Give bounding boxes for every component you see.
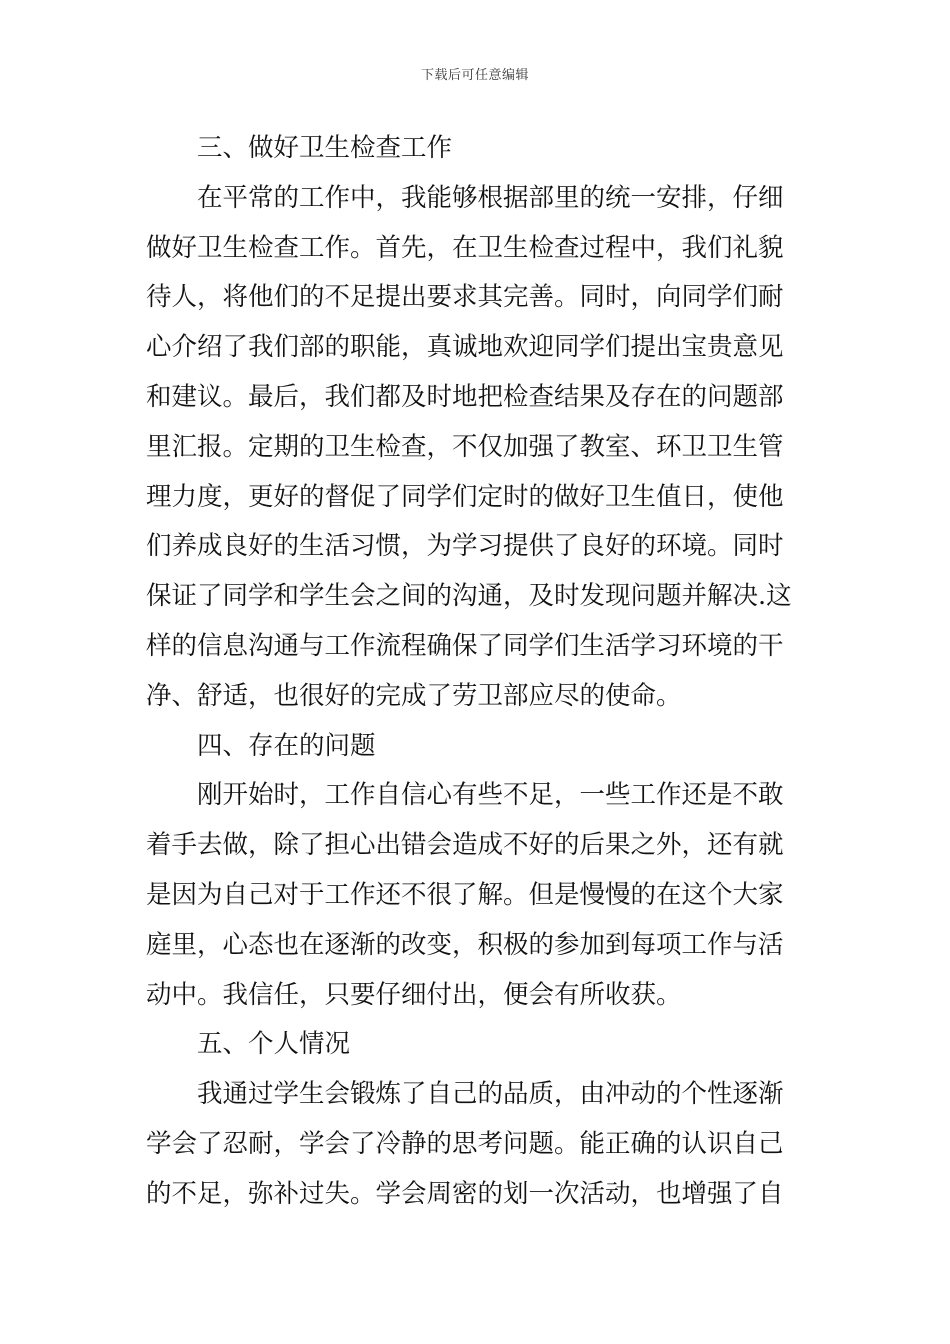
line: 理力度，更好的督促了同学们定时的做好卫生值日，使他 — [146, 481, 784, 512]
line: 是因为自己对于工作还不很了解。但是慢慢的在这个大家 — [146, 879, 784, 910]
line: 的不足，弥补过失。学会周密的划一次活动，也增强了自 — [146, 1178, 784, 1209]
line: 做好卫生检查工作。首先，在卫生检查过程中，我们礼貌 — [146, 232, 784, 263]
paragraph-first-line: 我通过学生会锻炼了自己的品质，由冲动的个性逐渐 — [197, 1079, 784, 1110]
section-heading: 五、个人情况 — [197, 1029, 351, 1060]
line: 里汇报。定期的卫生检查，不仅加强了教室、环卫卫生管 — [146, 431, 784, 462]
line: 待人，将他们的不足提出要求其完善。同时，向同学们耐 — [146, 282, 784, 313]
line: 保证了同学和学生会之间的沟通，及时发现问题并解决.这 — [146, 581, 792, 612]
line: 心介绍了我们部的职能，真诚地欢迎同学们提出宝贵意见 — [146, 332, 784, 363]
line: 和建议。最后，我们都及时地把检查结果及存在的问题部 — [146, 381, 784, 412]
paragraph-first-line: 在平常的工作中，我能够根据部里的统一安排，仔细 — [197, 182, 784, 213]
section-heading: 三、做好卫生检查工作 — [197, 133, 453, 163]
line: 庭里，心态也在逐渐的改变，积极的参加到每项工作与活 — [146, 929, 784, 960]
document-body — [146, 124, 810, 1220]
line: 着手去做，除了担心出错会造成不好的后果之外，还有就 — [146, 830, 784, 861]
section-heading: 四、存在的问题 — [197, 730, 376, 761]
line: 们养成良好的生活习惯，为学习提供了良好的环境。同时 — [146, 531, 784, 562]
line: 样的信息沟通与工作流程确保了同学们生活学习环境的干 — [146, 630, 784, 661]
line: 净、舒适，也很好的完成了劳卫部应尽的使命。 — [146, 680, 682, 711]
paragraph-first-line: 刚开始时，工作自信心有些不足，一些工作还是不敢 — [197, 780, 784, 811]
header-note: 下载后可任意编辑 — [420, 68, 529, 83]
line: 动中。我信任，只要仔细付出，便会有所收获。 — [146, 979, 682, 1010]
line: 学会了忍耐，学会了冷静的思考问题。能正确的认识自己 — [146, 1128, 784, 1159]
